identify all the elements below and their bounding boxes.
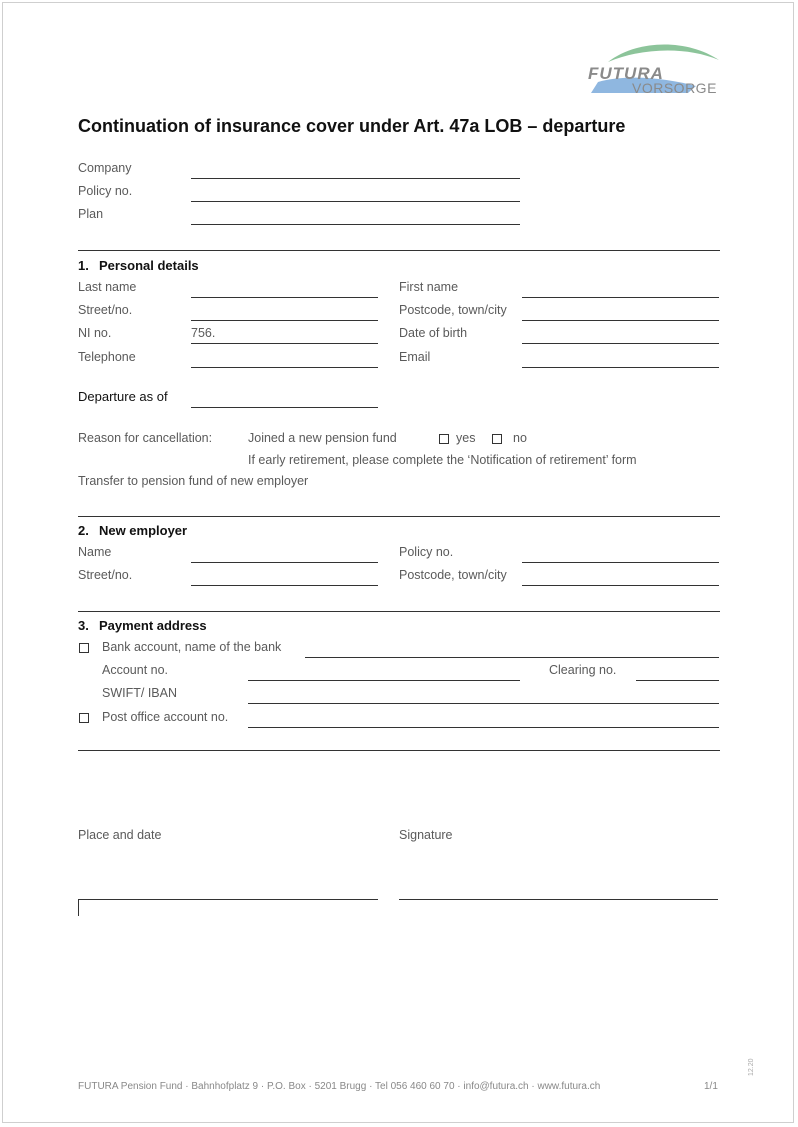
- reason-text: Joined a new pension fund: [248, 431, 397, 445]
- telephone-label: Telephone: [78, 350, 136, 364]
- signature-field[interactable]: [399, 899, 718, 900]
- bank-account-label: Bank account, name of the bank: [102, 640, 282, 654]
- first-name-field[interactable]: [522, 297, 719, 298]
- ni-field[interactable]: [191, 343, 378, 344]
- policy-field[interactable]: [191, 201, 520, 202]
- bank-account-checkbox[interactable]: [79, 643, 89, 653]
- last-name-label: Last name: [78, 280, 137, 294]
- page-number: 1/1: [704, 1081, 718, 1092]
- policy-label: Policy no.: [78, 184, 133, 198]
- clearing-no-label: Clearing no.: [549, 663, 617, 677]
- email-field[interactable]: [522, 367, 719, 368]
- street-field[interactable]: [191, 320, 378, 321]
- section1-heading: 1. Personal details: [78, 258, 199, 273]
- yes-checkbox[interactable]: [439, 434, 449, 444]
- clearing-no-field[interactable]: [636, 680, 719, 681]
- last-name-field[interactable]: [191, 297, 378, 298]
- transfer-note: Transfer to pension fund of new employer: [78, 474, 309, 488]
- plan-label: Plan: [78, 207, 104, 221]
- place-date-label: Place and date: [78, 828, 162, 842]
- account-no-label: Account no.: [102, 663, 169, 677]
- departure-label: Departure as of: [78, 389, 168, 404]
- page-title: Continuation of insurance cover under Art. 47a LOB – departure: [78, 116, 626, 136]
- swift-iban-field[interactable]: [248, 703, 719, 704]
- employer-name-label: Name: [78, 545, 112, 559]
- early-retirement-note: If early retirement, please complete the ‘Notification of retirement’ form: [248, 453, 637, 467]
- dob-field[interactable]: [522, 343, 719, 344]
- signature-label: Signature: [399, 828, 453, 842]
- employer-postcode-label: Postcode, town/city: [399, 568, 507, 582]
- account-no-field[interactable]: [248, 680, 520, 681]
- employer-policy-field[interactable]: [522, 562, 719, 563]
- section3-heading: 3. Payment address: [78, 618, 207, 633]
- section-divider: [78, 516, 720, 517]
- plan-field[interactable]: [191, 224, 520, 225]
- postcode-label: Postcode, town/city: [399, 303, 507, 317]
- ni-prefix: 756.: [191, 326, 216, 340]
- ni-label: NI no.: [78, 326, 112, 340]
- employer-postcode-field[interactable]: [522, 585, 719, 586]
- section-divider: [78, 750, 720, 751]
- employer-street-field[interactable]: [191, 585, 378, 586]
- employer-policy-label: Policy no.: [399, 545, 454, 559]
- telephone-field[interactable]: [191, 367, 378, 368]
- form-version-code: 12.20: [748, 1058, 755, 1076]
- company-field[interactable]: [191, 178, 520, 179]
- footer-address: FUTURA Pension Fund · Bahnhofplatz 9 · P.O. Box · 5201 Brugg · Tel 056 460 60 70 · info@futura.ch · www.futura.ch: [78, 1081, 601, 1092]
- employer-street-label: Street/no.: [78, 568, 133, 582]
- swift-iban-label: SWIFT/ IBAN: [102, 686, 177, 700]
- place-date-field[interactable]: [78, 899, 378, 900]
- post-office-label: Post office account no.: [102, 710, 229, 724]
- dob-label: Date of birth: [399, 326, 468, 340]
- no-label: no: [513, 431, 527, 445]
- first-name-label: First name: [399, 280, 459, 294]
- yes-label: yes: [456, 431, 476, 445]
- section2-heading: 2. New employer: [78, 523, 188, 538]
- post-office-checkbox[interactable]: [79, 713, 89, 723]
- postcode-field[interactable]: [522, 320, 719, 321]
- reason-label: Reason for cancellation:: [78, 431, 213, 445]
- section-divider: [78, 250, 720, 251]
- logo-word-vorsorge: VORSORGE: [632, 80, 717, 96]
- company-label: Company: [78, 161, 132, 175]
- logo-word-futura: FUTURA: [588, 64, 664, 83]
- email-label: Email: [399, 350, 431, 364]
- text-cursor: [78, 900, 79, 916]
- employer-name-field[interactable]: [191, 562, 378, 563]
- section-divider: [78, 611, 720, 612]
- post-office-field[interactable]: [248, 727, 719, 728]
- street-label: Street/no.: [78, 303, 133, 317]
- departure-field[interactable]: [191, 407, 378, 408]
- bank-name-field[interactable]: [305, 657, 719, 658]
- no-checkbox[interactable]: [492, 434, 502, 444]
